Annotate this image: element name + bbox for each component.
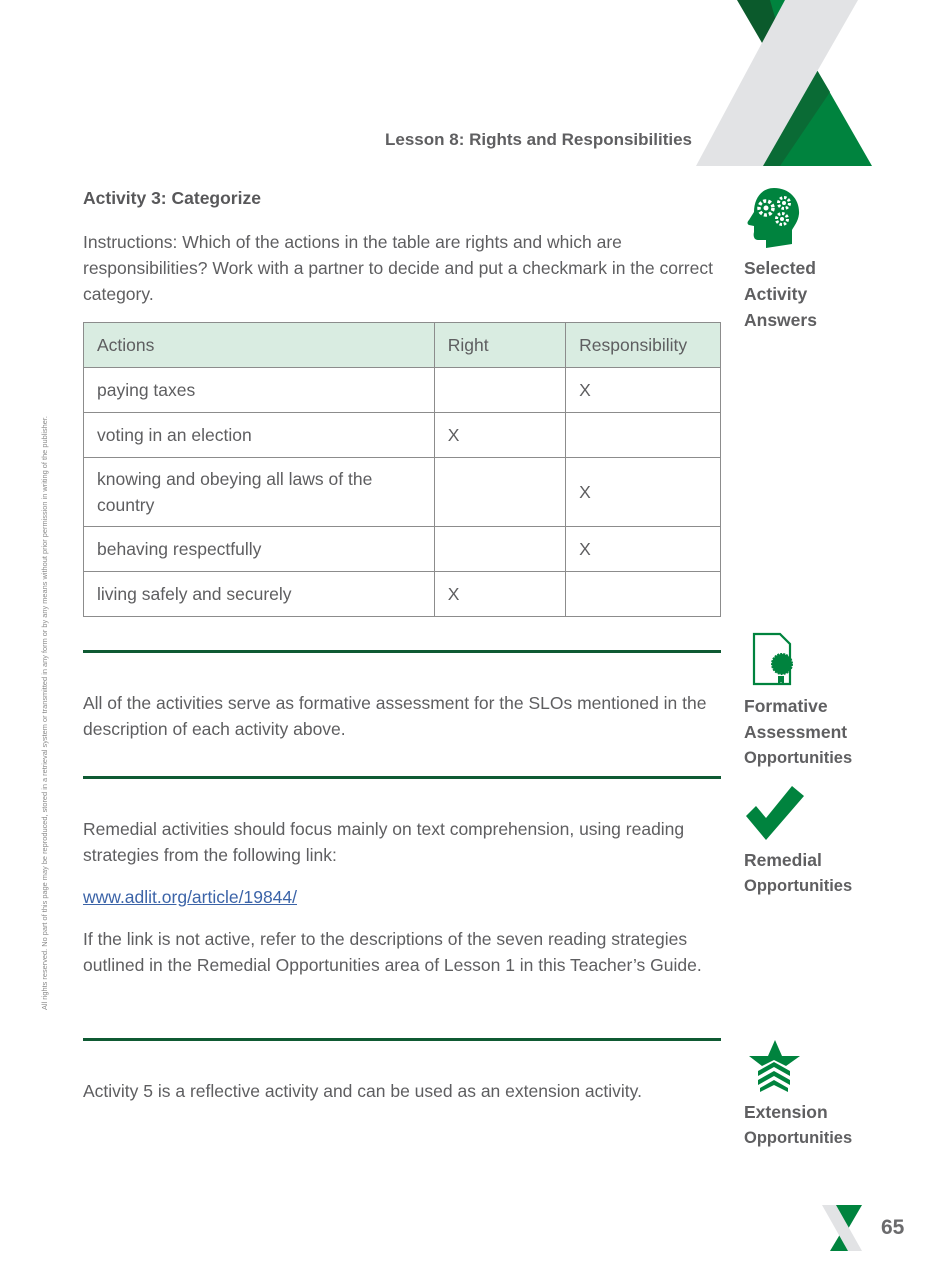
lesson-title: Lesson 8: Rights and Responsibilities: [385, 130, 692, 149]
right-cell: [434, 368, 565, 413]
corner-x-logo-icon: [690, 0, 880, 170]
responsibility-cell: [566, 572, 721, 617]
column-header-actions: Actions: [84, 323, 435, 368]
sidebar-remedial: [744, 784, 884, 899]
right-cell: [434, 458, 565, 527]
responsibility-cell: [566, 413, 721, 458]
table-header-row: [84, 323, 721, 368]
copyright-note: All rights reserved. No part of this page may be reproduced, stored in a retrieval system or transmitted in any form or by any means without prior permission in writing of the publisher.: [40, 416, 49, 1010]
footer-x-logo-icon: [822, 1205, 864, 1251]
column-header-responsibility: Responsibility: [566, 323, 721, 368]
sidebar-selected-label: Selected Activity Answers: [744, 258, 817, 330]
action-cell: behaving respectfully: [84, 527, 435, 572]
sidebar-remedial-label: Remedial Opportunities: [744, 850, 853, 895]
action-cell: knowing and obeying all laws of the country: [84, 458, 435, 527]
checkmark-icon: [744, 784, 806, 842]
table-row: [84, 368, 721, 413]
table-row: [84, 458, 721, 527]
right-cell: X: [434, 572, 565, 617]
responsibility-cell: X: [566, 527, 721, 572]
responsibility-cell: X: [566, 368, 721, 413]
formative-text: All of the activities serve as formative assessment for the SLOs mentioned in the description of each activity above.: [83, 693, 707, 739]
action-cell: paying taxes: [84, 368, 435, 413]
section-divider: [83, 776, 721, 779]
table-row: [84, 413, 721, 458]
answers-table: [83, 322, 721, 617]
remedial-followup-text: If the link is not active, refer to the descriptions of the seven reading strategies outlined in the Remedial Opportunities area of Lesson 1 in this Teacher’s Guide.: [83, 929, 702, 975]
table-row: [84, 527, 721, 572]
page-number: 65: [881, 1216, 905, 1239]
activity-title: Activity 3: Categorize: [83, 188, 261, 208]
section-divider: [83, 1038, 721, 1041]
section-divider: [83, 650, 721, 653]
extension-text: Activity 5 is a reflective activity and can be used as an extension activity.: [83, 1081, 642, 1101]
star-chevron-icon: [744, 1038, 806, 1094]
activity-instructions: Instructions: Which of the actions in the table are rights and which are responsibilities? Work with a partner to decide and put a checkmark in the correct category.: [83, 232, 713, 304]
sidebar-formative-assessment: [744, 632, 884, 771]
column-header-right: Right: [434, 323, 565, 368]
action-cell: voting in an election: [84, 413, 435, 458]
head-gears-icon: [744, 186, 804, 250]
table-row: [84, 572, 721, 617]
adlit-link[interactable]: www.adlit.org/article/19844/: [83, 887, 297, 907]
action-cell: living safely and securely: [84, 572, 435, 617]
sidebar-selected-answers: [744, 186, 884, 333]
remedial-text: Remedial activities should focus mainly on text comprehension, using reading strategies from the following link:: [83, 819, 685, 865]
right-cell: [434, 527, 565, 572]
right-cell: X: [434, 413, 565, 458]
sidebar-extension-label: Extension Opportunities: [744, 1102, 853, 1147]
sidebar-extension: [744, 1038, 884, 1151]
sidebar-formative-label: Formative Assessment Opportunities: [744, 696, 853, 767]
responsibility-cell: X: [566, 458, 721, 527]
certificate-document-icon: [744, 632, 804, 688]
